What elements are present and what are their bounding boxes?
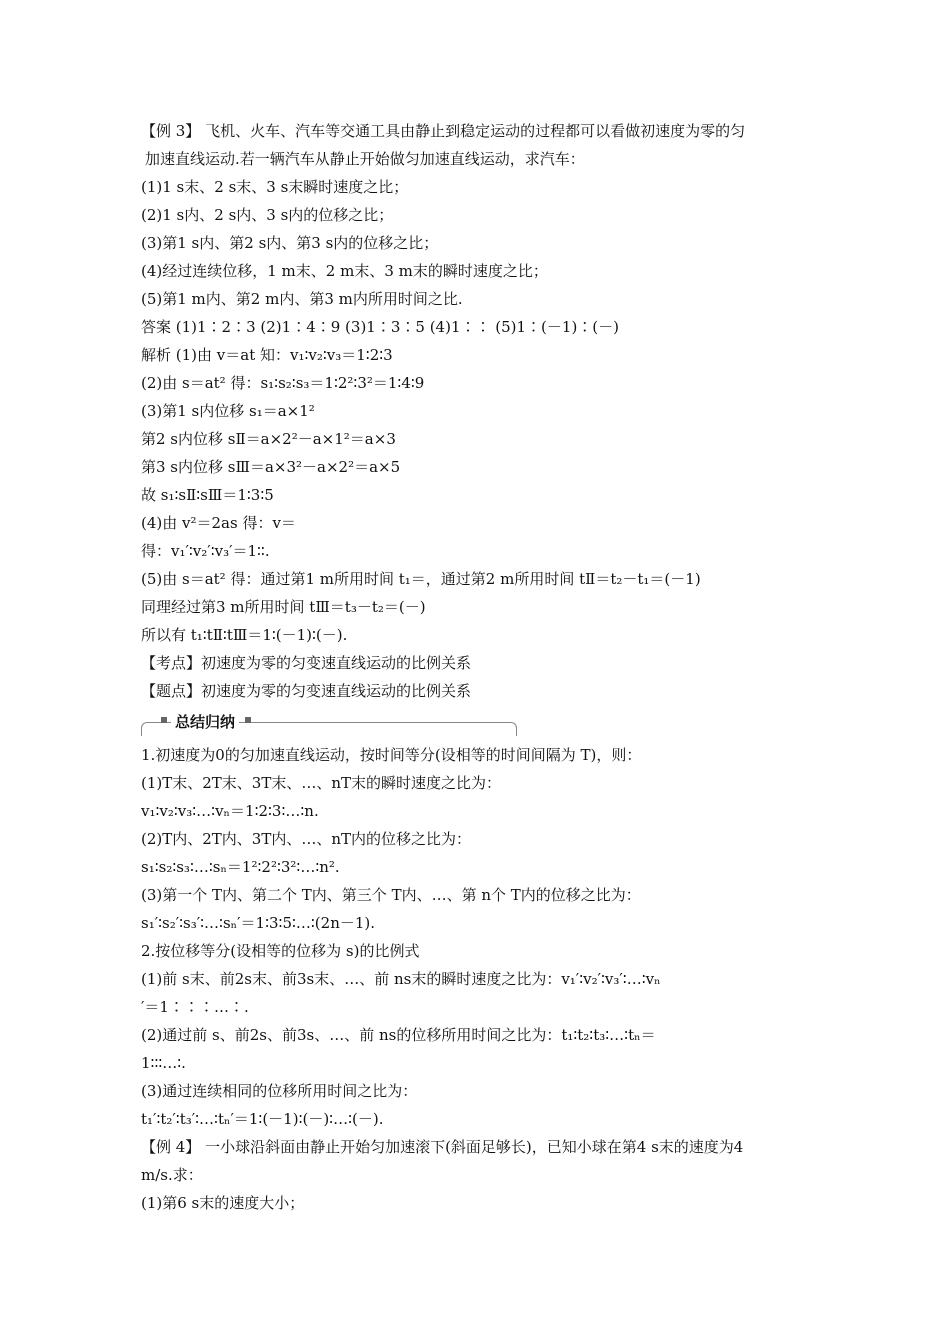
summary-line-7: s₁′∶s₂′∶s₃′∶…∶sₙ′＝1∶3∶5∶…∶(2n－1). — [141, 914, 376, 932]
example-3-question-line-1: 【例 3】 飞机、火车、汽车等交通工具由静止到稳定运动的过程都可以看做初速度为零的匀 — [141, 122, 746, 140]
analysis-line-5: 第3 s内位移 sⅢ＝a×3²－a×2²＝a×5 — [141, 458, 401, 476]
square-bullet-icon — [245, 717, 251, 723]
analysis-line-11: 所以有 t₁∶tⅡ∶tⅢ＝1∶(－1)∶(－). — [141, 626, 348, 644]
analysis-line-9: (5)由 s＝at² 得：通过第1 m所用时间 t₁＝，通过第2 m所用时间 tⅡ＝t₂－t₁＝(－1) — [141, 570, 701, 588]
question-point: 【题点】初速度为零的匀变速直线运动的比例关系 — [141, 682, 472, 700]
example-3-question-line-2: 加速直线运动.若一辆汽车从静止开始做匀加速直线运动，求汽车： — [145, 150, 585, 168]
question-part-2: (2)1 s内、2 s内、3 s内的位移之比； — [141, 206, 394, 224]
summary-line-3: v₁∶v₂∶v₃∶…∶vₙ＝1∶2∶3∶…∶n. — [141, 802, 319, 820]
question-part-3: (3)第1 s内、第2 s内、第3 s内的位移之比； — [141, 234, 439, 252]
analysis-line-10: 同理经过第3 m所用时间 tⅢ＝t₃－t₂＝(－) — [141, 598, 426, 616]
summary-header — [141, 712, 517, 732]
summary-line-11: (2)通过前 s、前2s、前3s、…、前 ns的位移所用时间之比为：t₁∶t₂∶t₃∶…∶tₙ＝ — [141, 1026, 656, 1044]
summary-line-5: s₁∶s₂∶s₃∶…∶sₙ＝1²∶2²∶3²∶…∶n². — [141, 858, 340, 876]
square-bullet-icon — [161, 717, 167, 723]
answer-line: 答案 (1)1∶2∶3 (2)1∶4∶9 (3)1∶3∶5 (4)1∶∶ (5)1∶(－1)∶(－) — [141, 318, 620, 336]
analysis-line-3: (3)第1 s内位移 s₁＝a×1² — [141, 402, 315, 420]
analysis-line-4: 第2 s内位移 sⅡ＝a×2²－a×1²＝a×3 — [141, 430, 396, 448]
knowledge-point: 【考点】初速度为零的匀变速直线运动的比例关系 — [141, 654, 472, 672]
summary-line-6: (3)第一个 T内、第二个 T内、第三个 T内、…、第 n个 T内的位移之比为： — [141, 886, 641, 904]
question-part-4: (4)经过连续位移，1 m末、2 m末、3 m末的瞬时速度之比； — [141, 262, 548, 280]
summary-title: 总结归纳 — [171, 712, 239, 732]
summary-line-8: 2.按位移等分(设相等的位移为 s)的比例式 — [141, 942, 420, 960]
example-4-question-line-2: m/s.求： — [141, 1166, 203, 1184]
summary-line-2: (1)T末、2T末、3T末、…、nT末的瞬时速度之比为： — [141, 774, 502, 792]
example-4-question-line-1: 【例 4】 一小球沿斜面由静止开始匀加速滚下(斜面足够长)，已知小球在第4 s末的速度为4 — [141, 1138, 744, 1156]
summary-line-1: 1.初速度为0的匀加速直线运动，按时间等分(设相等的时间间隔为 T)，则： — [141, 746, 642, 764]
summary-line-14: t₁′∶t₂′∶t₃′∶…∶tₙ′＝1∶(－1)∶(－)∶…∶(－). — [141, 1110, 384, 1128]
summary-line-10: ′＝1∶∶∶…∶. — [141, 998, 249, 1016]
analysis-line-6: 故 s₁∶sⅡ∶sⅢ＝1∶3∶5 — [141, 486, 274, 504]
analysis-line-1: 解析 (1)由 v＝at 知：v₁∶v₂∶v₃＝1∶2∶3 — [141, 346, 393, 364]
analysis-line-2: (2)由 s＝at² 得：s₁∶s₂∶s₃＝1∶2²∶3²＝1∶4∶9 — [141, 374, 425, 392]
example-4-part-1: (1)第6 s末的速度大小； — [141, 1194, 305, 1212]
analysis-line-8: 得：v₁′∶v₂′∶v₃′＝1∶∶. — [141, 542, 270, 560]
summary-line-13: (3)通过连续相同的位移所用时间之比为： — [141, 1082, 418, 1100]
analysis-line-7: (4)由 v²＝2as 得：v＝ — [141, 514, 296, 532]
summary-line-12: 1∶∶∶…∶. — [141, 1054, 186, 1072]
question-part-5: (5)第1 m内、第2 m内、第3 m内所用时间之比. — [141, 290, 463, 308]
summary-line-4: (2)T内、2T内、3T内、…、nT内的位移之比为： — [141, 830, 472, 848]
question-part-1: (1)1 s末、2 s末、3 s末瞬时速度之比； — [141, 178, 409, 196]
summary-line-9: (1)前 s末、前2s末、前3s末、…、前 ns末的瞬时速度之比为：v₁′∶v₂′∶v₃′∶…∶vₙ — [141, 970, 661, 988]
